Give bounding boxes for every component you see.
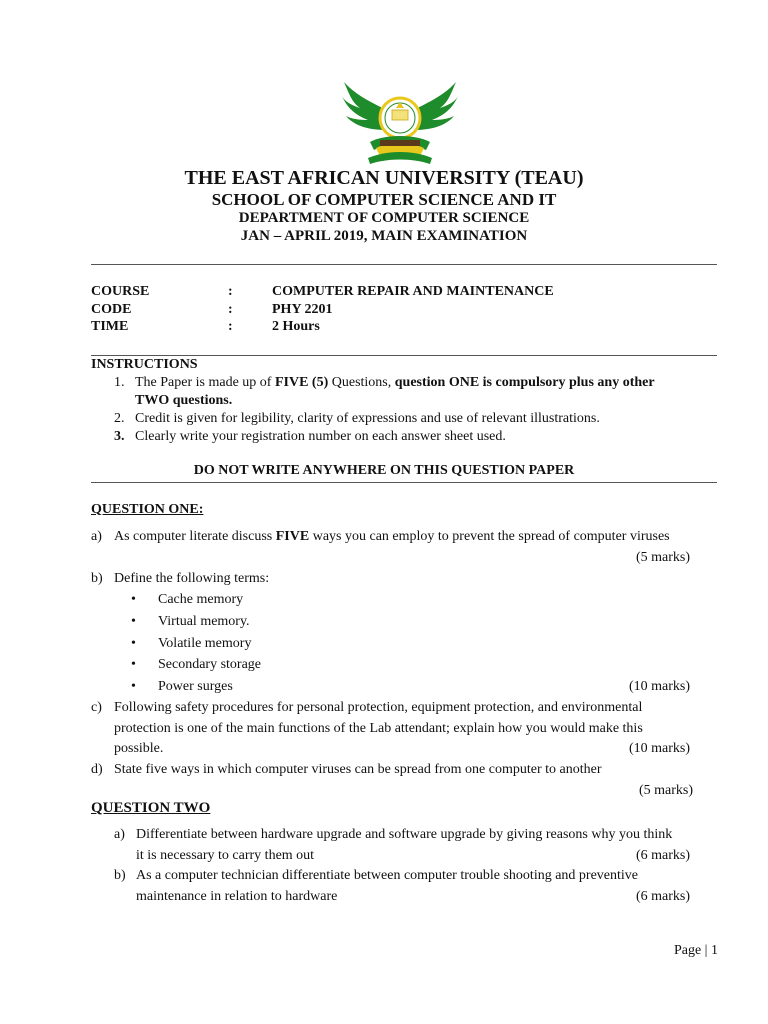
- code-label: CODE: [91, 302, 132, 317]
- bullet-icon: •: [131, 636, 136, 651]
- time-value: 2 Hours: [272, 319, 320, 334]
- bullet-icon: •: [131, 657, 136, 672]
- instruction-1-mid: Questions,: [328, 375, 395, 390]
- q1b-label: b): [91, 571, 103, 586]
- q2b-label: b): [114, 868, 126, 883]
- q1b-text: Define the following terms:: [114, 571, 270, 586]
- page-number: Page | 1: [673, 943, 718, 958]
- q1c-line-1: Following safety procedures for personal protection, equipment protection, and environmental: [114, 700, 643, 715]
- q2a-label: a): [114, 827, 125, 842]
- q1b-marks: (10 marks): [628, 679, 690, 694]
- q2b-line-1: As a computer technician differentiate between computer trouble shooting and preventive: [136, 868, 639, 883]
- q2b-marks: (6 marks): [635, 889, 690, 904]
- question-two-title-text: QUESTION TWO: [91, 800, 211, 816]
- q1a-text: [114, 529, 670, 545]
- question-one-title: [91, 502, 203, 518]
- instruction-1-bold-count: FIVE (5): [274, 375, 329, 390]
- q2a-line-2: it is necessary to carry them out: [136, 848, 315, 863]
- q1a-pre: As computer literate discuss: [114, 529, 276, 544]
- code-value: PHY 2201: [272, 302, 333, 317]
- q2a-marks: (6 marks): [635, 848, 690, 863]
- course-label: COURSE: [91, 284, 150, 299]
- q1c-line-2: protection is one of the main functions of the Lab attendant; explain how you would make this: [114, 721, 643, 736]
- instruction-num: 2.: [114, 411, 125, 426]
- instruction-text: Clearly write your registration number on each answer sheet used.: [135, 429, 506, 444]
- term-item: Cache memory: [158, 592, 244, 607]
- question-two-title: [91, 800, 210, 817]
- university-logo: [340, 76, 460, 170]
- time-label: TIME: [91, 319, 129, 334]
- info-divider: [91, 355, 717, 356]
- q1a-bold: FIVE: [275, 529, 310, 544]
- q1d-label: d): [91, 762, 103, 777]
- q1d-text: State five ways in which computer viruses can be spread from one computer to another: [114, 762, 602, 777]
- time-colon: :: [228, 319, 233, 334]
- exam-title: JAN – APRIL 2019, MAIN EXAMINATION: [240, 228, 528, 244]
- instruction-num: 3.: [114, 429, 125, 444]
- term-item: Volatile memory: [158, 636, 252, 651]
- code-colon: :: [228, 302, 233, 317]
- q1d-marks: (5 marks): [638, 783, 693, 798]
- instruction-3: [114, 429, 506, 445]
- instruction-1: [114, 375, 655, 391]
- instruction-1-pre: The Paper is made up of: [135, 375, 275, 390]
- q1c-marks: (10 marks): [628, 741, 690, 756]
- q2b-line-2: maintenance in relation to hardware: [136, 889, 338, 904]
- instruction-1-bold-rule: question ONE is compulsory plus any other: [394, 375, 655, 390]
- department-name: DEPARTMENT OF COMPUTER SCIENCE: [238, 210, 530, 226]
- warning-divider: [91, 482, 717, 483]
- instruction-2: [114, 411, 600, 427]
- q2a-line-1: Differentiate between hardware upgrade and software upgrade by giving reasons why you think: [136, 827, 673, 842]
- q1a-label: a): [91, 529, 102, 544]
- instruction-text: Credit is given for legibility, clarity of expressions and use of relevant illustrations.: [135, 411, 600, 426]
- q1c-line-3: possible.: [114, 741, 164, 756]
- q1a-marks: (5 marks): [635, 550, 690, 565]
- instruction-num: 1.: [114, 375, 125, 390]
- term-item: Virtual memory.: [158, 614, 250, 629]
- q1a-post: ways you can employ to prevent the spread of computer viruses: [309, 529, 670, 544]
- instruction-1-cont: TWO questions.: [135, 393, 233, 408]
- question-one-title-text: QUESTION ONE:: [91, 502, 204, 517]
- bullet-icon: •: [131, 679, 136, 694]
- header-divider: [91, 264, 717, 265]
- course-value: COMPUTER REPAIR AND MAINTENANCE: [272, 284, 554, 299]
- term-item: Secondary storage: [158, 657, 262, 672]
- instructions-title: INSTRUCTIONS: [91, 357, 198, 372]
- school-name: SCHOOL OF COMPUTER SCIENCE AND IT: [211, 190, 557, 209]
- course-colon: :: [228, 284, 233, 299]
- instruction-text: [135, 375, 655, 391]
- q1c-label: c): [91, 700, 102, 715]
- warning-text: DO NOT WRITE ANYWHERE ON THIS QUESTION PAPER: [193, 463, 575, 478]
- bullet-icon: •: [131, 592, 136, 607]
- term-item: Power surges: [158, 679, 233, 694]
- bullet-icon: •: [131, 614, 136, 629]
- university-name: THE EAST AFRICAN UNIVERSITY (TEAU): [184, 167, 584, 189]
